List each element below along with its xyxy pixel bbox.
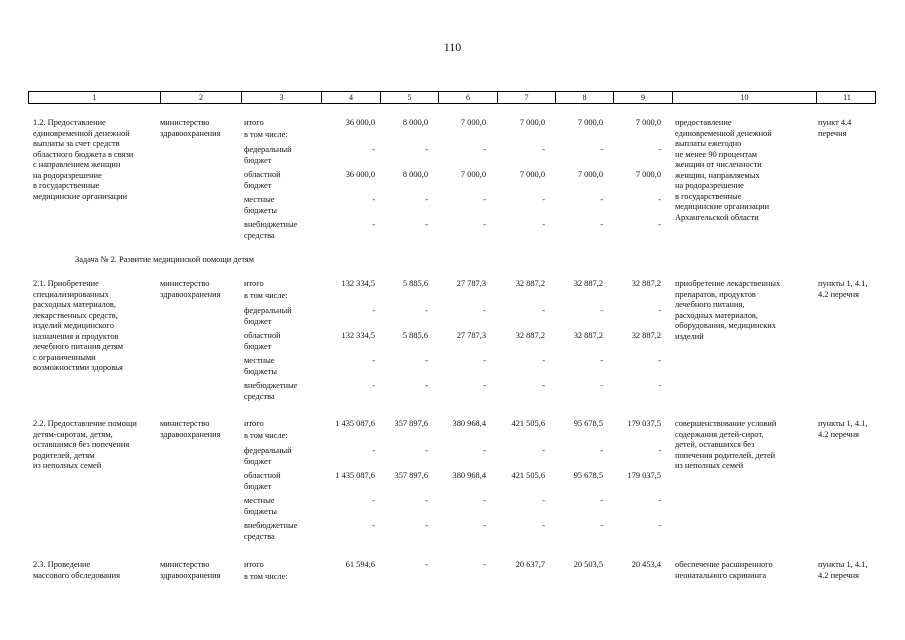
amount-cell: 36 000,0	[345, 118, 375, 127]
source-label-cell: итого	[244, 419, 264, 428]
amount-cell: 357 897,6	[394, 471, 428, 480]
table-header-row	[28, 91, 876, 104]
task-heading: Задача № 2. Развитие медицинской помощи детям	[75, 255, 255, 264]
amount-cell: 7 000,0	[460, 118, 486, 127]
amount-cell: 20 503,5	[573, 560, 603, 569]
amount-cell: -	[372, 381, 375, 390]
amount-cell: 7 000,0	[635, 118, 661, 127]
amount-cell: 32 887,2	[631, 279, 661, 288]
amount-cell: -	[600, 521, 603, 530]
amount-cell: -	[542, 521, 545, 530]
task-cell: 1.2. Предоставление единовременной денежной выплаты за счет средств областного бюджета в связи с направлением женщин на родоразрешение в государственные медицинские организации	[33, 118, 134, 201]
amount-cell: -	[658, 356, 661, 365]
header-cell: 10	[673, 92, 817, 103]
amount-cell: 95 678,5	[573, 471, 603, 480]
amount-cell: 132 334,5	[341, 331, 375, 340]
source-label-cell: областной бюджет	[244, 170, 281, 190]
amount-cell: -	[372, 145, 375, 154]
amount-cell: 179 037,5	[627, 471, 661, 480]
amount-cell: -	[542, 195, 545, 204]
amount-cell: -	[542, 446, 545, 455]
amount-cell: -	[600, 381, 603, 390]
amount-cell: -	[658, 381, 661, 390]
amount-cell: -	[658, 306, 661, 315]
source-label-cell: областной бюджет	[244, 331, 281, 351]
header-cell: 6	[439, 92, 498, 103]
amount-cell: 7 000,0	[577, 118, 603, 127]
amount-cell: 5 885,6	[402, 279, 428, 288]
amount-cell: -	[600, 356, 603, 365]
result-cell: совершенствование условий содержания детей-сирот, детей, оставшихся без попечения родителей, детей из неполных семей	[675, 419, 777, 470]
amount-cell: -	[425, 446, 428, 455]
header-cell: 2	[161, 92, 242, 103]
amount-cell: -	[600, 195, 603, 204]
amount-cell: -	[425, 356, 428, 365]
amount-cell: 32 887,2	[573, 279, 603, 288]
task-cell: 2.3. Проведение массового обследования	[33, 560, 120, 580]
source-label-cell: федеральный бюджет	[244, 145, 292, 165]
source-label-cell: в том числе:	[244, 291, 288, 300]
amount-cell: -	[542, 381, 545, 390]
amount-cell: -	[483, 381, 486, 390]
amount-cell: 27 787,3	[456, 279, 486, 288]
amount-cell: -	[425, 145, 428, 154]
source-label-cell: федеральный бюджет	[244, 446, 292, 466]
amount-cell: 7 000,0	[635, 170, 661, 179]
amount-cell: 8 000,0	[402, 118, 428, 127]
amount-cell: 380 968,4	[452, 419, 486, 428]
amount-cell: -	[600, 496, 603, 505]
amount-cell: -	[483, 560, 486, 569]
header-cell: 8	[556, 92, 614, 103]
amount-cell: -	[372, 195, 375, 204]
amount-cell: 7 000,0	[519, 118, 545, 127]
amount-cell: 95 678,5	[573, 419, 603, 428]
source-label-cell: внебюджетные средства	[244, 521, 298, 541]
source-label-cell: в том числе:	[244, 130, 288, 139]
amount-cell: -	[483, 306, 486, 315]
amount-cell: -	[425, 521, 428, 530]
amount-cell: 7 000,0	[519, 170, 545, 179]
amount-cell: 20 637,7	[515, 560, 545, 569]
source-label-cell: внебюджетные средства	[244, 381, 298, 401]
amount-cell: -	[542, 356, 545, 365]
amount-cell: -	[658, 145, 661, 154]
reference-cell: пункты 1, 4.1, 4.2 перечня	[818, 560, 868, 580]
amount-cell: 380 968,4	[452, 471, 486, 480]
amount-cell: -	[600, 220, 603, 229]
amount-cell: -	[658, 195, 661, 204]
reference-cell: пункт 4.4 перечня	[818, 118, 852, 138]
task-cell: 2.2. Предоставление помощи детям-сиротам, детям, оставшимся без попечения родителей, детям из неполных семей	[33, 419, 137, 470]
executor-cell: министерство здравоохранения	[160, 419, 221, 439]
amount-cell: -	[372, 496, 375, 505]
amount-cell: -	[483, 195, 486, 204]
amount-cell: -	[372, 521, 375, 530]
source-label-cell: местные бюджеты	[244, 496, 278, 516]
amount-cell: -	[483, 496, 486, 505]
source-label-cell: итого	[244, 279, 264, 288]
header-cell: 1	[29, 92, 161, 103]
amount-cell: -	[600, 145, 603, 154]
amount-cell: -	[425, 195, 428, 204]
amount-cell: -	[483, 220, 486, 229]
amount-cell: 20 453,4	[631, 560, 661, 569]
amount-cell: -	[658, 496, 661, 505]
amount-cell: -	[372, 356, 375, 365]
amount-cell: -	[542, 145, 545, 154]
amount-cell: -	[372, 306, 375, 315]
task-cell: 2.1. Приобретение специализированных расходных материалов, лекарственных средств, изделий медицинского назначения и продуктов лечебного питания детям с ограниченными возможностями здоровья	[33, 279, 124, 372]
source-label-cell: местные бюджеты	[244, 356, 278, 376]
amount-cell: 7 000,0	[460, 170, 486, 179]
source-label-cell: внебюджетные средства	[244, 220, 298, 240]
amount-cell: 32 887,2	[515, 331, 545, 340]
executor-cell: министерство здравоохранения	[160, 560, 221, 580]
amount-cell: 61 594,6	[345, 560, 375, 569]
amount-cell: -	[372, 446, 375, 455]
amount-cell: 1 435 087,6	[335, 419, 375, 428]
amount-cell: 27 787,3	[456, 331, 486, 340]
reference-cell: пункты 1, 4.1, 4.2 перечня	[818, 419, 868, 439]
header-cell: 9	[614, 92, 673, 103]
amount-cell: -	[372, 220, 375, 229]
amount-cell: 357 897,6	[394, 419, 428, 428]
amount-cell: -	[542, 220, 545, 229]
header-cell: 7	[498, 92, 556, 103]
reference-cell: пункты 1, 4.1, 4.2 перечня	[818, 279, 868, 299]
amount-cell: -	[425, 381, 428, 390]
source-label-cell: в том числе:	[244, 572, 288, 581]
amount-cell: 421 505,6	[511, 419, 545, 428]
amount-cell: -	[425, 220, 428, 229]
amount-cell: 8 000,0	[402, 170, 428, 179]
amount-cell: 7 000,0	[577, 170, 603, 179]
source-label-cell: итого	[244, 118, 264, 127]
amount-cell: 421 505,6	[511, 471, 545, 480]
amount-cell: 32 887,2	[573, 331, 603, 340]
amount-cell: -	[425, 560, 428, 569]
source-label-cell: в том числе:	[244, 431, 288, 440]
amount-cell: -	[600, 446, 603, 455]
source-label-cell: местные бюджеты	[244, 195, 278, 215]
amount-cell: 36 000,0	[345, 170, 375, 179]
amount-cell: -	[425, 496, 428, 505]
result-cell: приобретение лекарственных препаратов, продуктов лечебного питания, расходных материалов, оборудования, медицинских изделий	[675, 279, 781, 341]
amount-cell: 132 334,5	[341, 279, 375, 288]
amount-cell: -	[483, 356, 486, 365]
amount-cell: 5 885,6	[402, 331, 428, 340]
amount-cell: -	[658, 446, 661, 455]
amount-cell: 32 887,2	[515, 279, 545, 288]
result-cell: обеспечение расширенного неонатального скрининга	[675, 560, 773, 580]
source-label-cell: областной бюджет	[244, 471, 281, 491]
result-cell: предоставление единовременной денежной выплаты ежегодно не менее 90 процентам женщин от численности женщин, направляемых на родоразрешение в государственные медицинские организации Архангельской области	[675, 118, 772, 222]
amount-cell: -	[542, 496, 545, 505]
header-cell: 11	[843, 93, 851, 102]
amount-cell: -	[658, 521, 661, 530]
amount-cell: 1 435 087,6	[335, 471, 375, 480]
amount-cell: -	[483, 145, 486, 154]
header-cell: 4	[322, 92, 381, 103]
amount-cell: -	[658, 220, 661, 229]
amount-cell: -	[483, 446, 486, 455]
header-cell: 5	[381, 92, 439, 103]
executor-cell: министерство здравоохранения	[160, 118, 221, 138]
amount-cell: 179 037,5	[627, 419, 661, 428]
executor-cell: министерство здравоохранения	[160, 279, 221, 299]
amount-cell: -	[542, 306, 545, 315]
amount-cell: -	[425, 306, 428, 315]
source-label-cell: итого	[244, 560, 264, 569]
source-label-cell: федеральный бюджет	[244, 306, 292, 326]
amount-cell: -	[600, 306, 603, 315]
header-cell: 3	[242, 92, 322, 103]
page-number: 110	[443, 40, 462, 54]
amount-cell: 32 887,2	[631, 331, 661, 340]
amount-cell: -	[483, 521, 486, 530]
